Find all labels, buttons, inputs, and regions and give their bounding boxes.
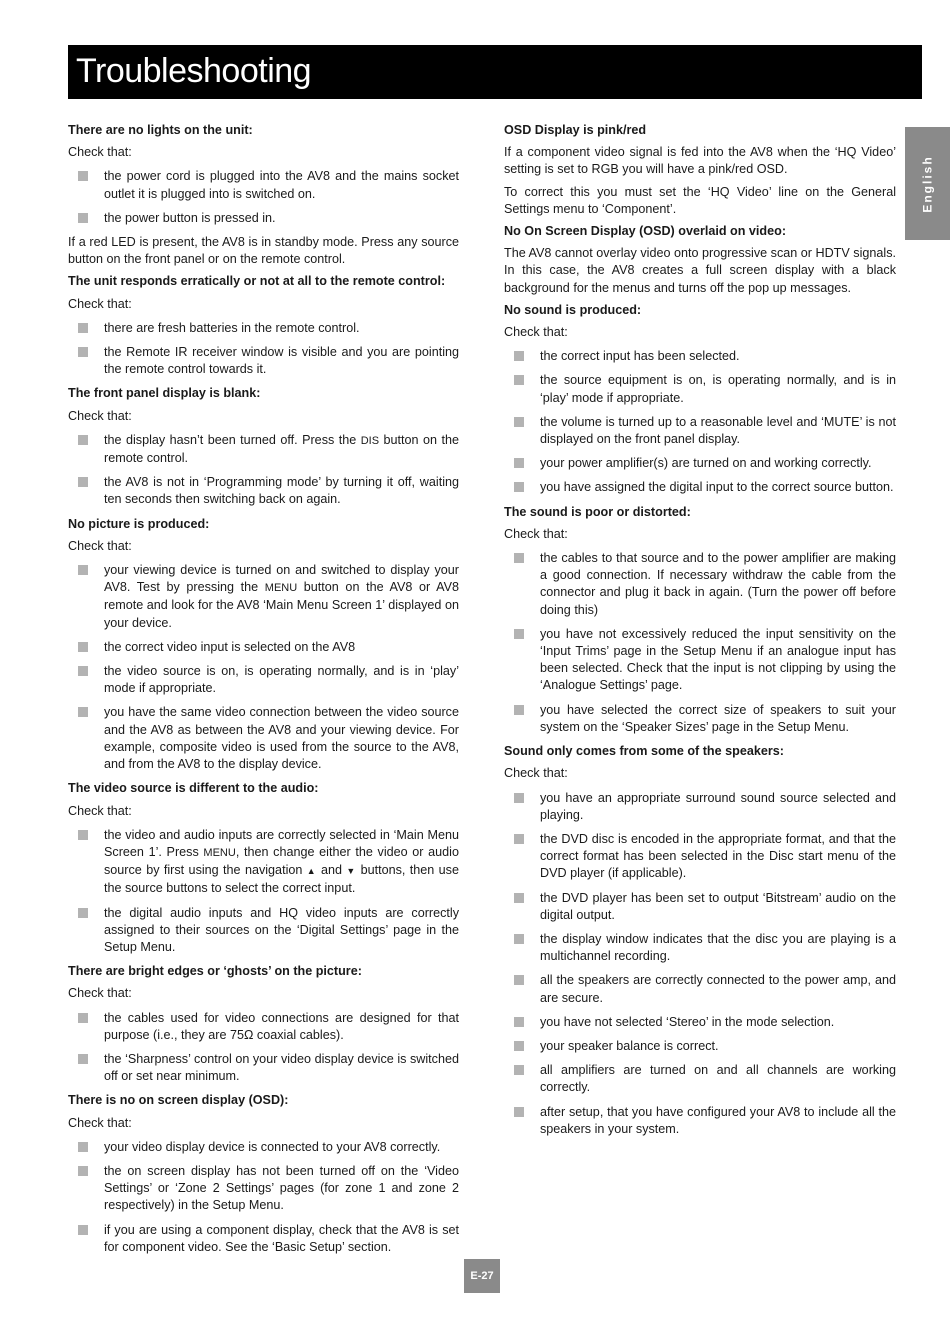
list-item: the DVD disc is encoded in the appropriate format, and that the correct format has been selected in the Disc start menu of the DVD player (if applicable). [504,831,896,883]
paragraph: If a component video signal is fed into the AV8 when the ‘HQ Video’ setting is set to RGB you will have a pink/red OSD. [504,145,896,177]
check-that-label: Check that: [504,325,568,340]
bullet-square-icon [78,477,88,487]
bullet-square-icon [514,417,524,427]
check-that-label: Check that: [504,526,568,541]
list-item: the correct video input is selected on the AV8 [68,639,459,656]
list-item: the video source is on, is operating normally, and is in ‘play’ mode if appropriate. [68,663,459,697]
bullet-square-icon [514,934,524,944]
paragraph: The AV8 cannot overlay video onto progressive scan or HDTV signals. In this case, the AV8 creates a full screen display with a black background for the menus and turns off the pop up messages. [504,246,896,295]
list-item: you have not excessively reduced the input sensitivity on the ‘Input Trims’ page in the Setup Menu if an analogue input has been selected. Check that the input is not clipping by using the ‘Analogue Settings’ page. [504,626,896,695]
bullet-square-icon [78,908,88,918]
list-item: the Remote IR receiver window is visible and you are pointing the remote control towards it. [68,344,459,378]
section-heading: OSD Display is pink/red [504,123,647,137]
bullet-square-icon [78,1142,88,1152]
section-heading: The sound is poor or distorted: [504,504,691,519]
bullet-square-icon [78,565,88,575]
bullet-square-icon [78,1225,88,1235]
up-arrow-icon: ▲ [306,866,317,877]
bullet-square-icon [78,213,88,223]
list-item: all amplifiers are turned on and all channels are working correctly. [504,1062,896,1096]
list-item: your power amplifier(s) are turned on and working correctly. [504,455,896,472]
page-number: E-27 [464,1259,500,1293]
bullet-square-icon [514,793,524,803]
bullet-square-icon [78,1054,88,1064]
list-item: you have an appropriate surround sound source selected and playing. [504,790,896,824]
bullet-square-icon [514,1065,524,1075]
list-item: the power button is pressed in. [68,210,459,227]
page-title: Troubleshooting [76,52,312,90]
bullet-square-icon [514,553,524,563]
list-item: the ‘Sharpness’ control on your video display device is switched off or set near minimum. [68,1051,459,1085]
check-that-label: Check that: [68,986,132,1001]
bullet-square-icon [78,666,88,676]
bullet-list [68,320,459,379]
list-item: your speaker balance is correct. [504,1038,896,1055]
bullet-square-icon [78,707,88,717]
check-that-label: Check that: [68,1115,132,1130]
list-item: the correct input has been selected. [504,348,896,365]
bullet-square-icon [514,705,524,715]
list-item: the power cord is plugged into the AV8 and the mains socket outlet it is plugged into is switched on. [68,168,459,202]
list-item: the cables used for video connections are designed for that purpose (i.e., they are 75Ω coaxial cables). [68,1010,459,1044]
bullet-square-icon [78,323,88,333]
bullet-list [68,432,459,509]
bullet-square-icon [514,375,524,385]
check-that-label: Check that: [504,766,568,781]
list-item: the display hasn’t been turned off. Press the DIS button on the remote control. [68,432,459,467]
list-item: the AV8 is not in ‘Programming mode’ by turning it off, waiting ten seconds then switching back on again. [68,474,459,508]
bullet-square-icon [78,1013,88,1023]
bullet-square-icon [78,435,88,445]
bullet-square-icon [514,482,524,492]
list-item: you have not selected ‘Stereo’ in the mode selection. [504,1014,896,1031]
check-that-label: Check that: [68,145,132,160]
section-heading: Sound only comes from some of the speakers: [504,744,784,759]
section-heading: No picture is produced: [68,516,210,531]
language-tab-label: English [920,154,935,213]
title-bar [68,45,922,99]
right-column [504,122,896,1145]
section-heading: There are no lights on the unit: [68,123,253,137]
bullet-list [68,1139,459,1256]
menu-key-label: MENU [203,846,236,859]
section-heading: The front panel display is blank: [68,386,261,401]
bullet-square-icon [514,351,524,361]
list-item: you have assigned the digital input to the correct source button. [504,479,896,496]
section-heading: There is no on screen display (OSD): [68,1093,289,1108]
dis-key-label: DIS [360,434,380,447]
list-item: the DVD player has been set to output ‘Bitstream’ audio on the digital output. [504,890,896,924]
bullet-square-icon [514,1017,524,1027]
list-item: if you are using a component display, check that the AV8 is set for component video. See the ‘Basic Setup’ section. [68,1222,459,1256]
list-item: there are fresh batteries in the remote control. [68,320,459,337]
language-tab [905,127,950,240]
list-item: the digital audio inputs and HQ video inputs are correctly assigned to their sources on the ‘Digital Settings’ page in the Setup Menu. [68,905,459,957]
paragraph: To correct this you must set the ‘HQ Video’ line on the General Settings menu to ‘Component’. [504,184,896,216]
section-heading: There are bright edges or ‘ghosts’ on the picture: [68,964,362,979]
bullet-square-icon [514,1041,524,1051]
bullet-square-icon [514,975,524,985]
bullet-square-icon [78,830,88,840]
list-item: the volume is turned up to a reasonable level and ‘MUTE’ is not displayed on the front panel display. [504,414,896,448]
check-that-label: Check that: [68,408,132,423]
list-item: the source equipment is on, is operating normally, and is in ‘play’ mode if appropriate. [504,372,896,406]
section-heading: The video source is different to the audio: [68,781,319,796]
list-item: after setup, that you have configured your AV8 to include all the speakers in your system. [504,1104,896,1138]
bullet-square-icon [514,893,524,903]
list-item: you have selected the correct size of speakers to suit your system on the ‘Speaker Sizes’ page in the Setup Menu. [504,702,896,736]
down-arrow-icon: ▼ [346,866,357,877]
paragraph: If a red LED is present, the AV8 is in standby mode. Press any source button on the front panel or on the remote control. [68,235,459,267]
bullet-square-icon [78,347,88,357]
list-item: your viewing device is turned on and switched to display your AV8. Test by pressing the MENU button on the AV8 or AV8 remote and look for the AV8 ‘Main Menu Screen 1’ displayed on your device. [68,562,459,632]
section-heading: No On Screen Display (OSD) overlaid on video: [504,224,787,239]
bullet-square-icon [78,1166,88,1176]
list-item: all the speakers are correctly connected to the power amp, and are secure. [504,972,896,1006]
bullet-list [68,562,459,773]
list-item: your video display device is connected to your AV8 correctly. [68,1139,459,1156]
list-item: the display window indicates that the disc you are playing is a multichannel recording. [504,931,896,965]
bullet-list [68,827,459,956]
bullet-square-icon [514,1107,524,1117]
bullet-list [504,790,896,1138]
list-item: the cables to that source and to the power amplifier are making a good connection. If necessary withdraw the cable from the connector and plug it back in again. (Turn the power off before doing this) [504,550,896,619]
bullet-list [68,1010,459,1086]
check-that-label: Check that: [68,296,132,311]
bullet-square-icon [514,629,524,639]
section-heading: The unit responds erratically or not at all to the remote control: [68,274,446,289]
bullet-list [68,168,459,227]
check-that-label: Check that: [68,538,132,553]
bullet-square-icon [78,171,88,181]
bullet-square-icon [78,642,88,652]
check-that-label: Check that: [68,803,132,818]
bullet-list [504,348,896,496]
menu-key-label: MENU [264,582,298,595]
bullet-square-icon [514,458,524,468]
section-heading: No sound is produced: [504,302,642,317]
bullet-square-icon [514,834,524,844]
list-item: the on screen display has not been turned off on the ‘Video Settings’ or ‘Zone 2 Settings’ pages (for zone 1 and zone 2 respectively) in the Setup Menu. [68,1163,459,1215]
list-item: the video and audio inputs are correctly selected in ‘Main Menu Screen 1’. Press MENU, then change either the video or audio source by first using the navigation ▲ and ▼ buttons, then use the source buttons to select the correct input. [68,827,459,898]
bullet-list [504,550,896,736]
list-item: you have the same video connection between the video source and the AV8 as between the AV8 and your viewing device. For example, composite video is used from the source to the AV8, and from the AV8 to the display device. [68,704,459,773]
left-column [68,122,459,1263]
